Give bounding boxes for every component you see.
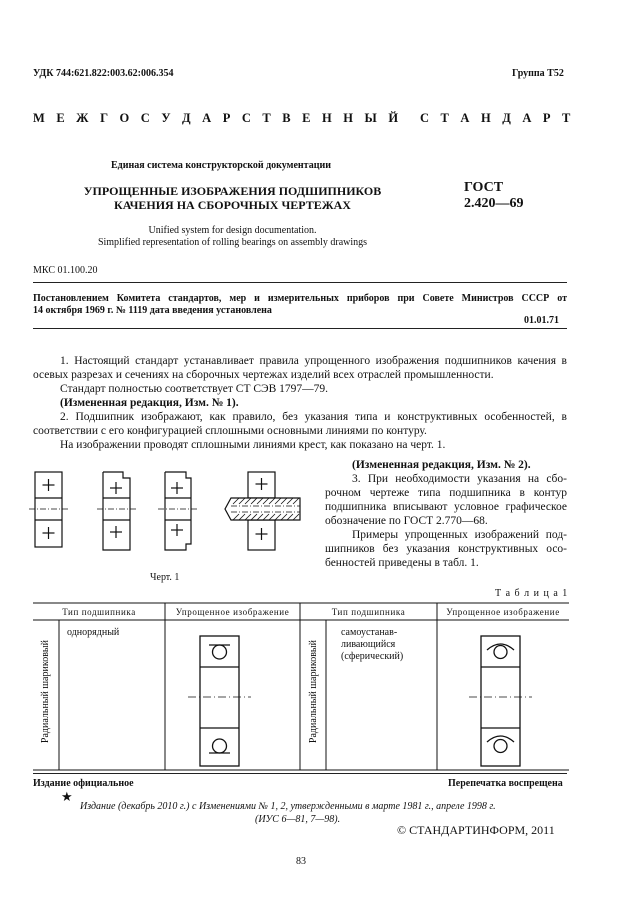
bearing-type-line: ливающийся (341, 639, 396, 650)
bearing-type-cell: однорядный (67, 627, 120, 638)
paragraph-line: 1. Настоящий стандарт устанавливает правила упрощенного изображения подшипников качения в (60, 355, 567, 367)
paragraph-line: обозначение по ГОСТ 2.770—68. (325, 515, 488, 527)
english-line-2: Simplified representation of rolling bearings on assembly drawings (97, 237, 368, 248)
divider (33, 282, 567, 283)
paragraph-line: осевых разрезах и сечениях на сборочных чертежах изделий всех отраслей промышленности. (33, 369, 494, 381)
paragraph-line: бенностей приведены в табл. 1. (325, 557, 479, 569)
english-title (80, 225, 385, 249)
document-title (80, 184, 385, 212)
paragraph-line: рочном чертеже типа подшипника в контур (325, 487, 567, 499)
decree-line-1: Постановлением Комитета стандартов, мер и измерительных приборов при Совете Министров СССР от (33, 293, 567, 304)
self-aligning-ball-bearing-icon (437, 630, 567, 780)
table-header: Упрощенное изображение (175, 607, 290, 617)
divider (33, 328, 567, 329)
bearing-simple-icon (29, 472, 68, 547)
bearing-group-label: Радиальный шариковый (308, 640, 319, 744)
reprint-notice: Перепечатка воспрещена (448, 778, 563, 789)
interstate-label: М Е Ж Г О С У Д А Р С Т В Е Н Н Ы Й (33, 111, 403, 125)
bearing-type-cell (341, 627, 403, 663)
paragraph-line: Примеры упрощенных изображений под- (352, 529, 567, 541)
effective-date: 01.01.71 (524, 315, 559, 326)
paragraph-line: соответствии с его конфигурацией сплошными основными линиями по контуру. (33, 425, 427, 437)
gost-number: 2.420—69 (464, 196, 524, 211)
table-header: Тип подшипника (331, 607, 406, 617)
bearing-assembly-icon (225, 472, 300, 550)
decree-line-2: 14 октября 1969 г. № 1119 дата введения установлена (33, 305, 272, 316)
bearing-figure (25, 462, 325, 572)
bearing-type-line: самоустанав- (341, 627, 398, 638)
group-code: Группа Т52 (512, 68, 564, 79)
mks-code: МКС 01.100.20 (33, 265, 98, 276)
gost-designation (464, 180, 524, 212)
title-line-1: УПРОЩЕННЫЕ ИЗОБРАЖЕНИЯ ПОДШИПНИКОВ (83, 184, 382, 198)
table-header: Тип подшипника (62, 607, 136, 617)
standard-label: С Т А Н Д А Р Т (420, 111, 575, 125)
divider (33, 773, 567, 774)
paragraph-line: 2. Подшипник изображают, как правило, без указания типа и конструктивных особенностей, в (60, 411, 567, 423)
table-header: Упрощенное изображение (446, 607, 560, 617)
udk-code: УДК 744:621.822:003.62:006.354 (33, 68, 174, 79)
bearing-group-label: Радиальный шариковый (40, 640, 51, 744)
paragraph-line: 3. При необходимости указания на сбо- (352, 473, 567, 485)
edition-note-line-2: (ИУС 6—81, 7—98). (255, 814, 341, 825)
copyright: © СТАНДАРТИНФОРМ, 2011 (397, 823, 555, 837)
title-line-2: КАЧЕНИЯ НА СБОРОЧНЫХ ЧЕРТЕЖАХ (114, 198, 351, 212)
paragraph-line: подшипника вписывают условное графическое (325, 501, 567, 513)
page-number: 83 (296, 856, 306, 867)
paragraph-line: шипников без указания конструктивных осо- (325, 543, 567, 555)
bearing-type-line: (сферический) (341, 651, 404, 662)
bearing-stepped-icon (97, 472, 136, 550)
gost-label: ГОСТ (464, 180, 504, 195)
table-caption: Т а б л и ц а 1 (495, 588, 569, 599)
system-title: Единая система конструкторской документации (111, 160, 331, 171)
bearing-flanged-icon (158, 472, 198, 550)
star-icon: ★ (61, 789, 73, 804)
single-row-ball-bearing-icon (170, 630, 300, 780)
official-edition: Издание официальное (33, 778, 134, 789)
figure-caption: Черт. 1 (150, 572, 180, 583)
paragraph-line: Стандарт полностью соответствует СТ СЭВ 1797—79. (60, 383, 329, 395)
paragraph-line: На изображении проводят сплошными линиями крест, как показано на черт. 1. (60, 439, 446, 451)
english-line-1: Unified system for design documentation. (148, 225, 317, 236)
change-note: (Измененная редакция, Изм. № 2). (352, 459, 531, 471)
change-note: (Измененная редакция, Изм. № 1). (60, 397, 239, 409)
edition-note-line-1: Издание (декабрь 2010 г.) с Изменениями № 1, 2, утвержденными в марте 1981 г., апреле 1998 г. (80, 801, 496, 812)
